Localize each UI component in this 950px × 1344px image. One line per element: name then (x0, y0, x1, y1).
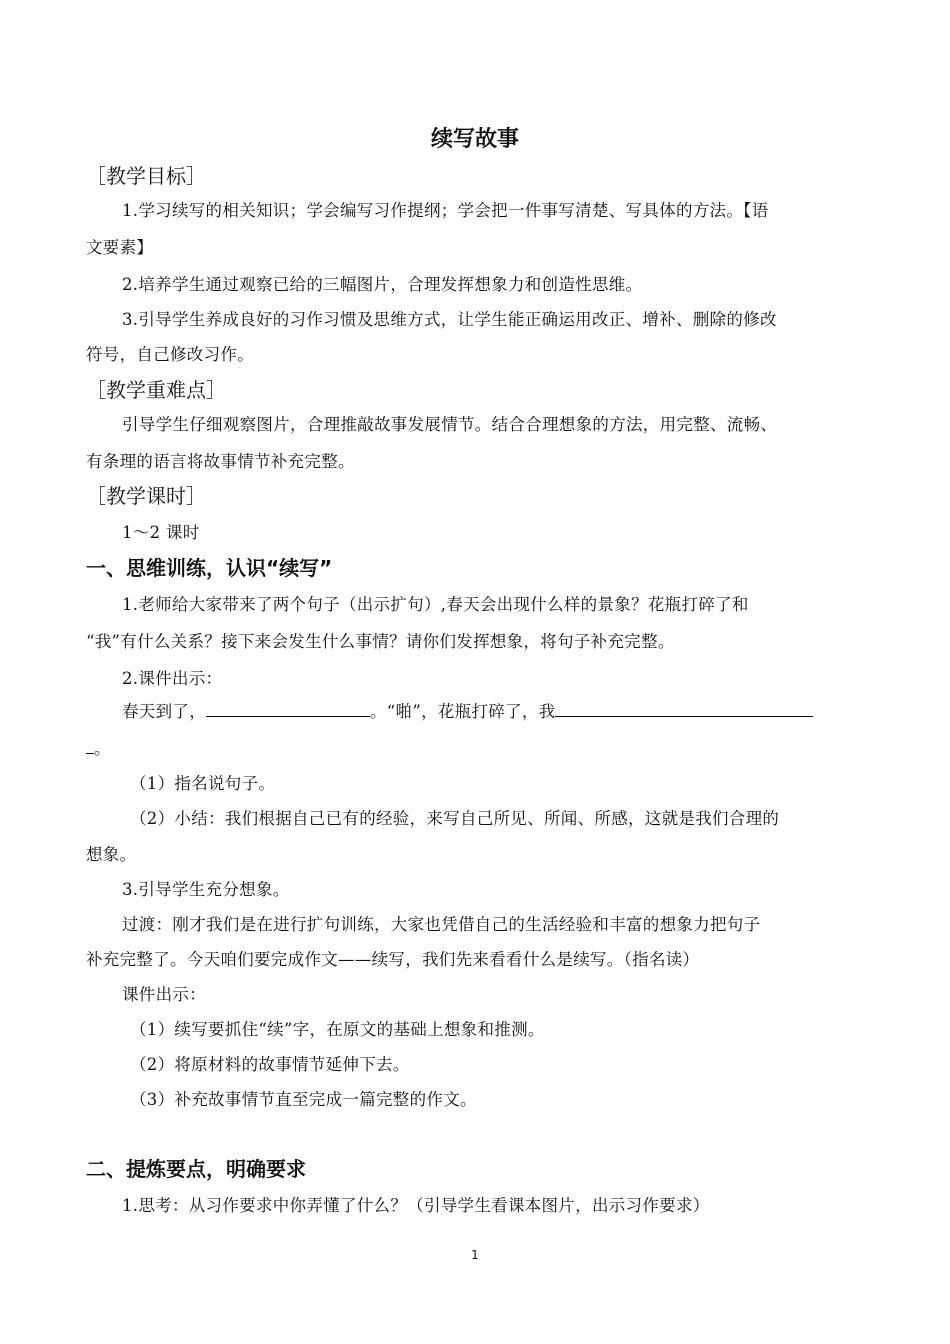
transition-line-2: 补充完整了。今天咱们要完成作文——续写，我们先来看看什么是续写。（指名读） (86, 950, 700, 969)
sentence-end: 。 (94, 739, 111, 758)
part1-sub-2-line-2: 想象。 (86, 845, 137, 864)
key-points-line-2: 有条理的语言将故事情节补充完整。 (86, 452, 355, 471)
part2-p1: 1.思考：从习作要求中你弄懂了什么？（引导学生看课本图片，出示习作要求） (122, 1196, 710, 1215)
blank-line-1 (206, 700, 370, 717)
section-2-heading: 二、提炼要点，明确要求 (86, 1157, 306, 1181)
part1-sub-2-line-1: （2）小结：我们根据自己已有的经验，来写自己所见、所闻、所感，这就是我们合理的 (130, 809, 780, 828)
blank-line-2 (555, 700, 813, 717)
key-points-line-1: 引导学生仔细观察图片，合理推敲故事发展情节。结合合理想象的方法，用完整、流畅、 (122, 415, 778, 434)
courseware-label: 课件出示： (122, 985, 206, 1004)
part1-p2: 2.课件出示： (122, 669, 223, 688)
part1-p3: 3.引导学生充分想象。 (122, 880, 290, 899)
blank-line-3 (86, 737, 94, 754)
periods-text: 1～2 课时 (122, 523, 200, 542)
goal-line-4: 3.引导学生养成良好的习作习惯及思维方式，让学生能正确运用改正、增补、删除的修改 (122, 310, 777, 329)
part1-p1-line-2: “我”有什么关系？接下来会发生什么事情？请你们发挥想象，将句子补充完整。 (86, 632, 675, 651)
periods-heading: ［教学课时］ (86, 484, 206, 508)
fill-in-sentence-end (86, 730, 866, 767)
part1-sub-1: （1）指名说句子。 (130, 774, 276, 793)
page-number: 1 (471, 1248, 479, 1262)
sentence-part-b: 。“啪”，花瓶打碎了，我 (370, 702, 556, 721)
courseware-item-3: （3）补充故事情节直至完成一篇完整的作文。 (130, 1090, 477, 1109)
goals-heading: ［教学目标］ (86, 164, 206, 188)
goal-line-1: 1.学习续写的相关知识；学会编写习作提纲；学会把一件事写清楚、写具体的方法。【语 (122, 201, 769, 220)
section-1-heading: 一、思维训练，认识“续写” (86, 556, 333, 580)
key-points-heading: ［教学重难点］ (86, 378, 226, 402)
goal-line-3: 2.培养学生通过观察已给的三幅图片，合理发挥想象力和创造性思维。 (122, 275, 643, 294)
goal-line-5: 符号，自己修改习作。 (86, 345, 254, 364)
courseware-item-1: （1）续写要抓住“续”字，在原文的基础上想象和推测。 (130, 1020, 545, 1039)
document-title: 续写故事 (430, 127, 519, 152)
part1-p1-line-1: 1.老师给大家带来了两个句子（出示扩句）,春天会出现什么样的景象？花瓶打碎了和 (122, 595, 749, 614)
transition-line-1: 过渡：刚才我们是在进行扩句训练，大家也凭借自己的生活经验和丰富的想象力把句子 (122, 915, 761, 934)
goal-line-2: 文要素】 (86, 238, 154, 257)
fill-in-sentence (86, 693, 866, 730)
sentence-part-a: 春天到了， (122, 702, 206, 721)
courseware-item-2: （2）将原材料的故事情节延伸下去。 (130, 1055, 410, 1074)
